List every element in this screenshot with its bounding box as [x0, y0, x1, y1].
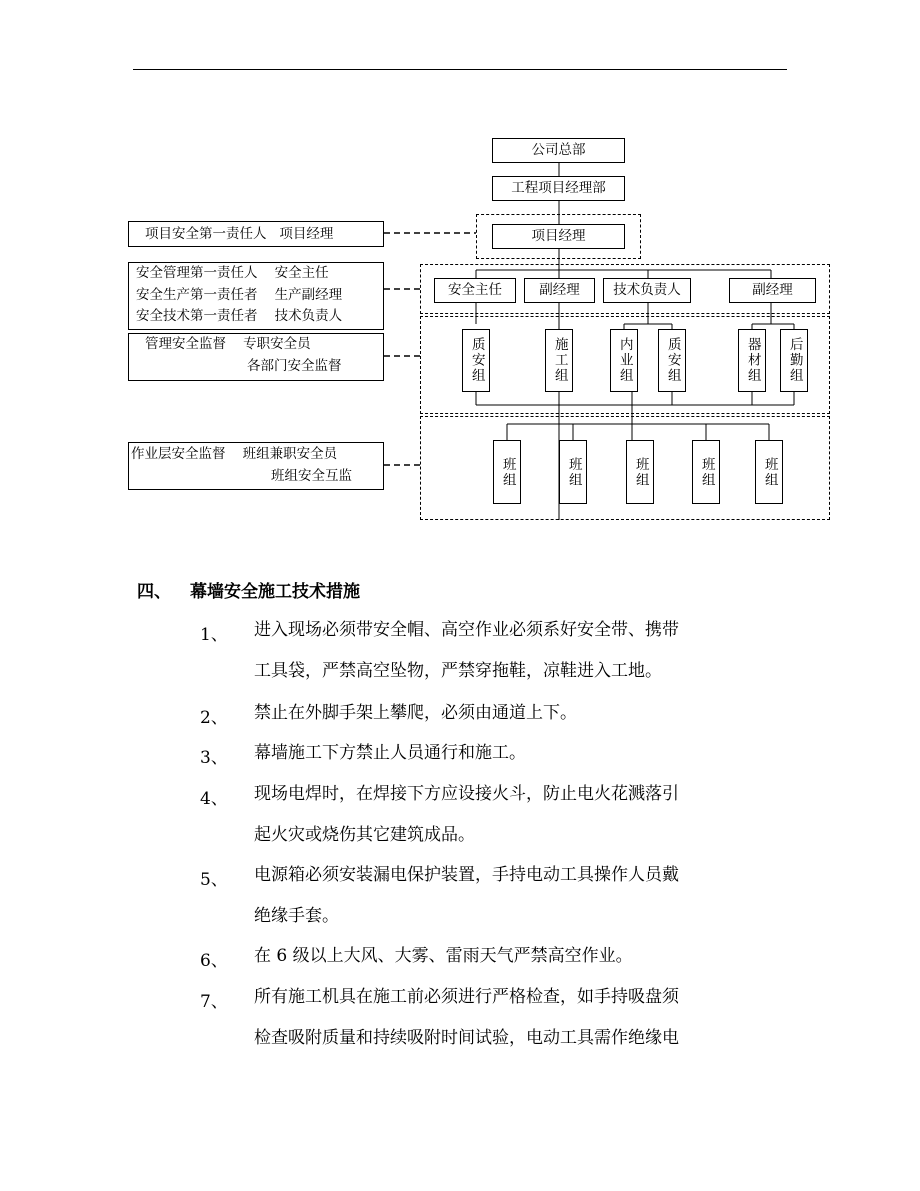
item-line: 进入现场必须带安全帽、高空作业必须系好安全带、携带	[254, 620, 679, 640]
team-box-3: 班组	[626, 440, 654, 504]
section-number: 四、	[137, 582, 171, 602]
label-line: 安全管理第一责任人 安全主任	[136, 265, 329, 281]
item-number: 4、	[200, 789, 228, 809]
label-line: 管理安全监督 专职安全员	[145, 336, 311, 352]
item-line: 工具袋，严禁高空坠物，严禁穿拖鞋，凉鞋进入工地。	[254, 661, 662, 681]
safety-director-box: 安全主任	[434, 278, 516, 303]
item-line: 起火灾或烧伤其它建筑成品。	[254, 825, 475, 845]
label-box-first-responsible	[128, 221, 384, 247]
team-box-5: 班组	[755, 440, 783, 504]
item-number: 3、	[200, 748, 228, 768]
item-number: 2、	[200, 708, 228, 728]
item-line: 绝缘手套。	[254, 906, 339, 926]
group-box-construction: 施工组	[545, 329, 573, 392]
deputy-manager-box-2: 副经理	[729, 278, 816, 303]
project-dept-box: 工程项目经理部	[492, 176, 625, 201]
label-box-safety-leaders	[128, 262, 384, 330]
project-manager-box: 项目经理	[492, 224, 625, 249]
label-line: 作业层安全监督 班组兼职安全员	[131, 446, 338, 462]
label-line: 安全技术第一责任者 技术负责人	[136, 308, 343, 324]
section-title: 幕墙安全施工技术措施	[190, 582, 360, 602]
group-box-quality-2: 质安组	[658, 329, 686, 392]
item-number: 6、	[200, 951, 228, 971]
item-number: 7、	[200, 992, 228, 1012]
item-line: 在 6 级以上大风、大雾、雷雨天气严禁高空作业。	[254, 946, 633, 966]
item-line: 禁止在外脚手架上攀爬，必须由通道上下。	[254, 703, 577, 723]
group-box-records: 内业组	[610, 329, 638, 392]
item-line: 所有施工机具在施工前必须进行严格检查，如手持吸盘须	[254, 987, 679, 1007]
label-line: 各部门安全监督	[247, 358, 342, 374]
team-box-2: 班组	[559, 440, 587, 504]
label-box-management-supervision	[128, 333, 384, 381]
item-line: 电源箱必须安装漏电保护装置，手持电动工具操作人员戴	[254, 865, 679, 885]
item-line: 幕墙施工下方禁止人员通行和施工。	[254, 743, 526, 763]
item-number: 1、	[200, 625, 228, 645]
label-line: 项目安全第一责任人 项目经理	[145, 226, 334, 242]
deputy-manager-box-1: 副经理	[524, 278, 595, 303]
item-line: 现场电焊时，在焊接下方应设接火斗，防止电火花溅落引	[254, 784, 679, 804]
label-line: 班组安全互监	[271, 468, 352, 484]
team-box-1: 班组	[493, 440, 521, 504]
item-line: 检查吸附质量和持续吸附时间试验，电动工具需作绝缘电	[254, 1028, 679, 1048]
group-box-logistics: 后勤组	[780, 329, 808, 392]
label-line: 安全生产第一责任者 生产副经理	[136, 287, 343, 303]
label-box-worker-supervision	[128, 442, 384, 490]
group-box-quality-1: 质安组	[462, 329, 490, 392]
company-hq-box: 公司总部	[492, 138, 625, 163]
group-box-equipment: 器材组	[738, 329, 766, 392]
item-number: 5、	[200, 870, 228, 890]
technical-lead-box: 技术负责人	[603, 278, 691, 303]
team-box-4: 班组	[692, 440, 720, 504]
